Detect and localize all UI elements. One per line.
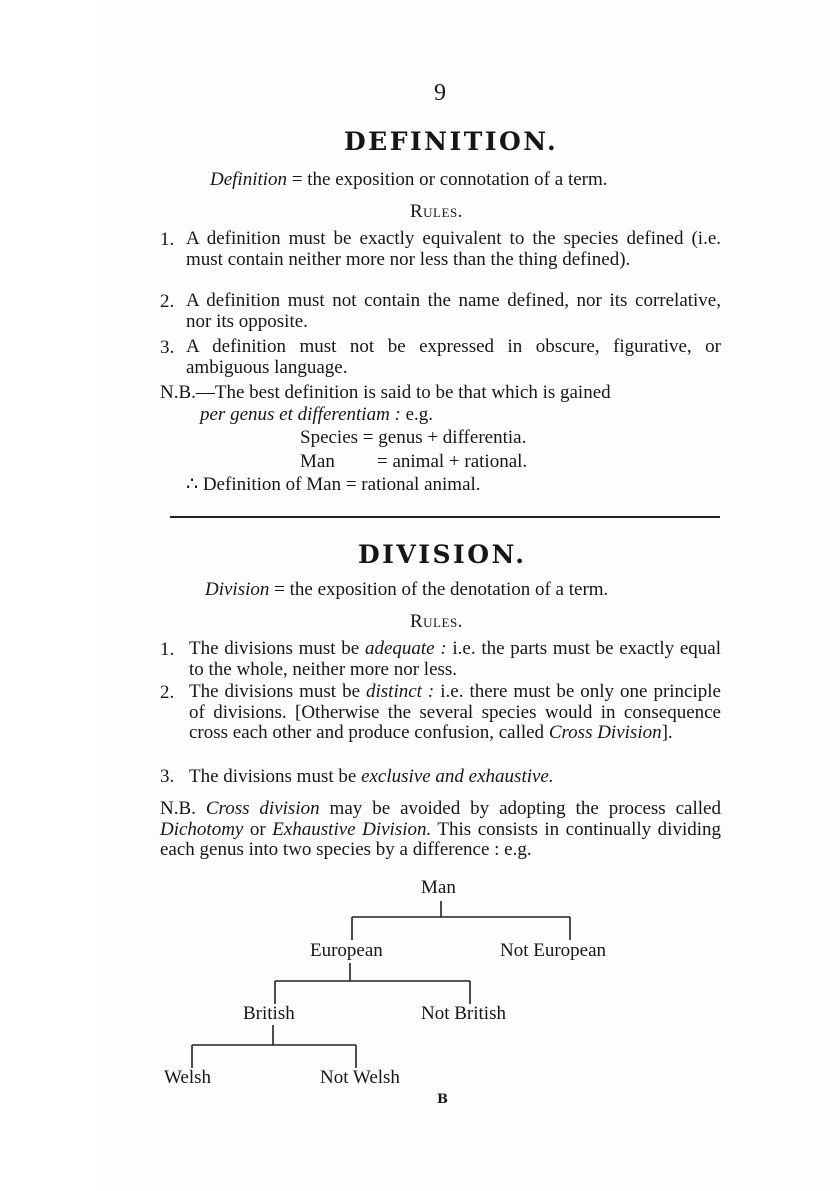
definition-rule-number: 3. (160, 337, 175, 358)
tree-node-not-european: Not European (500, 940, 607, 961)
tree-node-not-welsh: Not Welsh (320, 1067, 400, 1088)
division-statement (205, 579, 608, 601)
definition-nb-latin: per genus et differentiam : e.g. (200, 404, 434, 425)
division-equation: = the exposition of the denotation of a term. (269, 579, 609, 600)
definition-rule-number: 2. (160, 291, 175, 312)
definition-conclusion: ∴ Definition of Man = rational animal. (186, 474, 481, 495)
tree-node-british: British (243, 1003, 295, 1024)
definition-statement (210, 169, 608, 191)
definition-term: Definition (210, 169, 288, 190)
division-heading: DIVISION. (358, 540, 527, 569)
definition-rule: A definition must not be expressed in obscure, figurative, or ambiguous language. (186, 336, 721, 378)
formula-man-left: Man (300, 451, 335, 472)
division-rule: The divisions must be exclusive and exhaustive. (189, 766, 554, 787)
division-rule-number: 3. (160, 766, 175, 787)
definition-heading: DEFINITION. (344, 127, 559, 156)
definition-rules-heading: Rules. (410, 201, 463, 222)
division-rule: The divisions must be distinct : i.e. there must be only one principle of divisions. [Otherwise the several species would in consequence cross each other and produce confusion, called Cross Division]. (189, 681, 721, 743)
tree-node-not-british: Not British (421, 1003, 506, 1024)
page-number: 9 (434, 80, 446, 106)
section-divider (170, 516, 720, 518)
definition-rule-number: 1. (160, 229, 175, 250)
division-rule-number: 1. (160, 639, 175, 660)
division-nb: N.B. Cross division may be avoided by adopting the process called Dichotomy or Exhaustive Division. This consists in continually dividing each genus into two species by a difference : e.g. (160, 798, 722, 860)
formula-species: Species = genus + differentia. (300, 427, 527, 448)
signature-mark: B (437, 1092, 448, 1107)
division-term: Division (205, 579, 270, 600)
formula-man-right: = animal + rational. (377, 451, 528, 472)
tree-node-european: European (310, 940, 383, 961)
division-rule: The divisions must be adequate : i.e. the parts must be exactly equal to the whole, neither more nor less. (189, 638, 721, 680)
definition-rule: A definition must be exactly equivalent to the species defined (i.e. must contain neither more nor less than the thing defined). (186, 228, 721, 270)
definition-equation: = the exposition or connotation of a term. (287, 169, 608, 190)
division-rule-number: 2. (160, 682, 175, 703)
definition-nb: N.B.—The best definition is said to be that which is gained (160, 382, 611, 403)
tree-node-welsh: Welsh (164, 1067, 212, 1088)
division-rules-heading: Rules. (410, 611, 463, 632)
tree-node-root: Man (421, 877, 456, 898)
definition-rule: A definition must not contain the name defined, nor its correlative, nor its opposite. (186, 290, 721, 332)
